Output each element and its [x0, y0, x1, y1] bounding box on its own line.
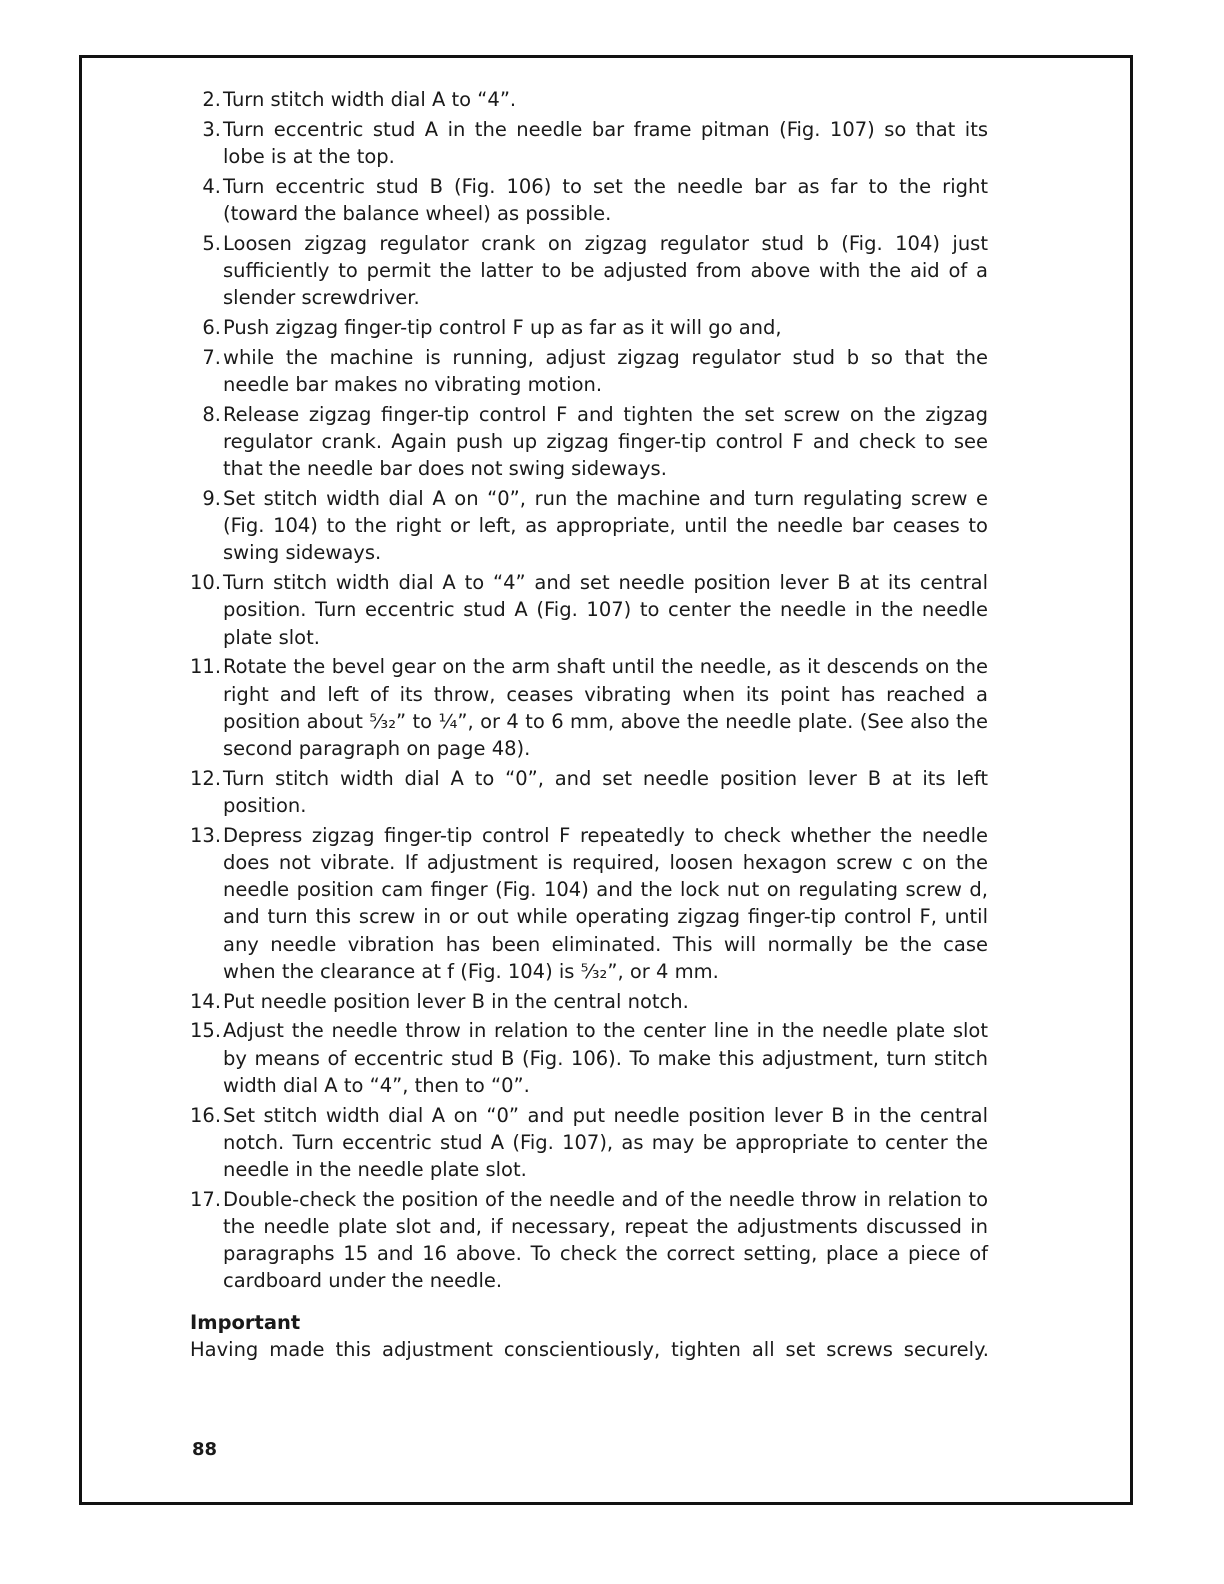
step-text: Adjust the needle throw in relation to the center line in the needle plate slot by means of eccentric stud B (Fig. 106). To make this adjustment, turn stitch width dial A to “4”, then to “0”.: [223, 1019, 988, 1097]
step-text: Push zigzag finger-tip control F up as far as it will go and,: [223, 316, 782, 339]
step-item: [190, 86, 988, 113]
important-heading: Important: [190, 1310, 301, 1334]
step-number: 13.: [190, 823, 222, 847]
step-list: [190, 86, 988, 1295]
step-text: Set stitch width dial A on “0”, run the machine and turn regulating screw e (Fig. 104) to the right or left, as appropriate, until the needle bar ceases to swing sideways.: [223, 487, 988, 565]
page-content: [190, 86, 988, 1363]
step-number: 5.: [202, 231, 221, 255]
step-number: 7.: [202, 345, 221, 369]
step-text: Depress zigzag finger-tip control F repeatedly to check whether the needle does not vibrate. If adjustment is required, loosen hexagon screw c on the needle position cam finger (Fig. 104) and the lock nut on regulating screw d, and turn this screw in or out while operating zigzag finger-tip control F, until any needle vibration has been eliminated. This will normally be the case when the clearance at f (Fig. 104) is ⁵⁄₃₂”, or 4 mm.: [223, 823, 988, 983]
important-text: Having made this adjustment conscientiously, tighten all set screws securely.: [190, 1337, 989, 1361]
step-item: [190, 988, 988, 1015]
step-item: [190, 1017, 988, 1099]
step-number: 4.: [202, 174, 221, 198]
step-item: [190, 173, 988, 227]
step-text: Rotate the bevel gear on the arm shaft until the needle, as it descends on the right and left of its throw, ceases vibrating when its point has reached a position about ⁵⁄₃₂” to ¹⁄₄”, or 4 to 6 mm, above the needle plate. (See also the second paragraph on page 48).: [223, 655, 988, 761]
step-text: Turn eccentric stud A in the needle bar frame pitman (Fig. 107) so that its lobe is at the top.: [223, 117, 988, 168]
page-number: 88: [192, 1439, 218, 1460]
step-text: Double-check the position of the needle and of the needle throw in relation to the needle plate slot and, if necessary, repeat the adjustments discussed in paragraphs 15 and 16 above. To check the correct setting, place a piece of cardboard under the needle.: [223, 1187, 988, 1293]
step-number: 6.: [202, 316, 221, 339]
step-number: 15.: [190, 1019, 222, 1043]
step-item: [190, 765, 988, 819]
step-number: 11.: [190, 655, 222, 679]
step-number: 10.: [190, 571, 222, 595]
step-item: [190, 116, 988, 170]
step-item: [190, 401, 988, 483]
step-text: Turn stitch width dial A to “0”, and set needle position lever B at its left position.: [223, 766, 988, 818]
step-text: Release zigzag finger-tip control F and tighten the set screw on the zigzag regulator crank. Again push up zigzag finger-tip control F and check to see that the needle bar does not swing sideways.: [223, 402, 988, 481]
step-text: Set stitch width dial A on “0” and put needle position lever B in the central notch. Turn eccentric stud A (Fig. 107), as may be appropriate to center the needle in the needle plate slot.: [223, 1103, 988, 1182]
step-item: [190, 314, 988, 341]
step-item: [190, 653, 988, 762]
step-text: Turn stitch width dial A to “4” and set needle position lever B at its central position. Turn eccentric stud A (Fig. 107) to center the needle in the needle plate slot.: [223, 571, 988, 649]
step-text: Loosen zigzag regulator crank on zigzag regulator stud b (Fig. 104) just sufficiently to permit the latter to be adjusted from above with the aid of a slender screwdriver.: [223, 231, 988, 310]
step-number: 2.: [202, 88, 221, 111]
step-number: 9.: [202, 487, 221, 510]
step-item: [190, 344, 988, 398]
step-number: 8.: [202, 402, 221, 426]
step-number: 16.: [190, 1103, 222, 1127]
step-item: [190, 822, 988, 985]
step-number: 14.: [190, 989, 222, 1013]
step-text: Turn eccentric stud B (Fig. 106) to set the needle bar as far to the right (toward the balance wheel) as possible.: [223, 174, 988, 225]
step-item: [190, 485, 988, 567]
step-text: while the machine is running, adjust zigzag regulator stud b so that the needle bar makes no vibrating motion.: [223, 345, 988, 396]
step-item: [190, 1186, 988, 1295]
step-text: Put needle position lever B in the central notch.: [223, 989, 689, 1013]
step-item: [190, 230, 988, 312]
step-number: 17.: [190, 1187, 222, 1211]
step-item: [190, 569, 988, 651]
step-text: Turn stitch width dial A to “4”.: [223, 88, 517, 111]
step-number: 3.: [202, 117, 221, 141]
step-number: 12.: [190, 766, 222, 790]
step-item: [190, 1102, 988, 1184]
